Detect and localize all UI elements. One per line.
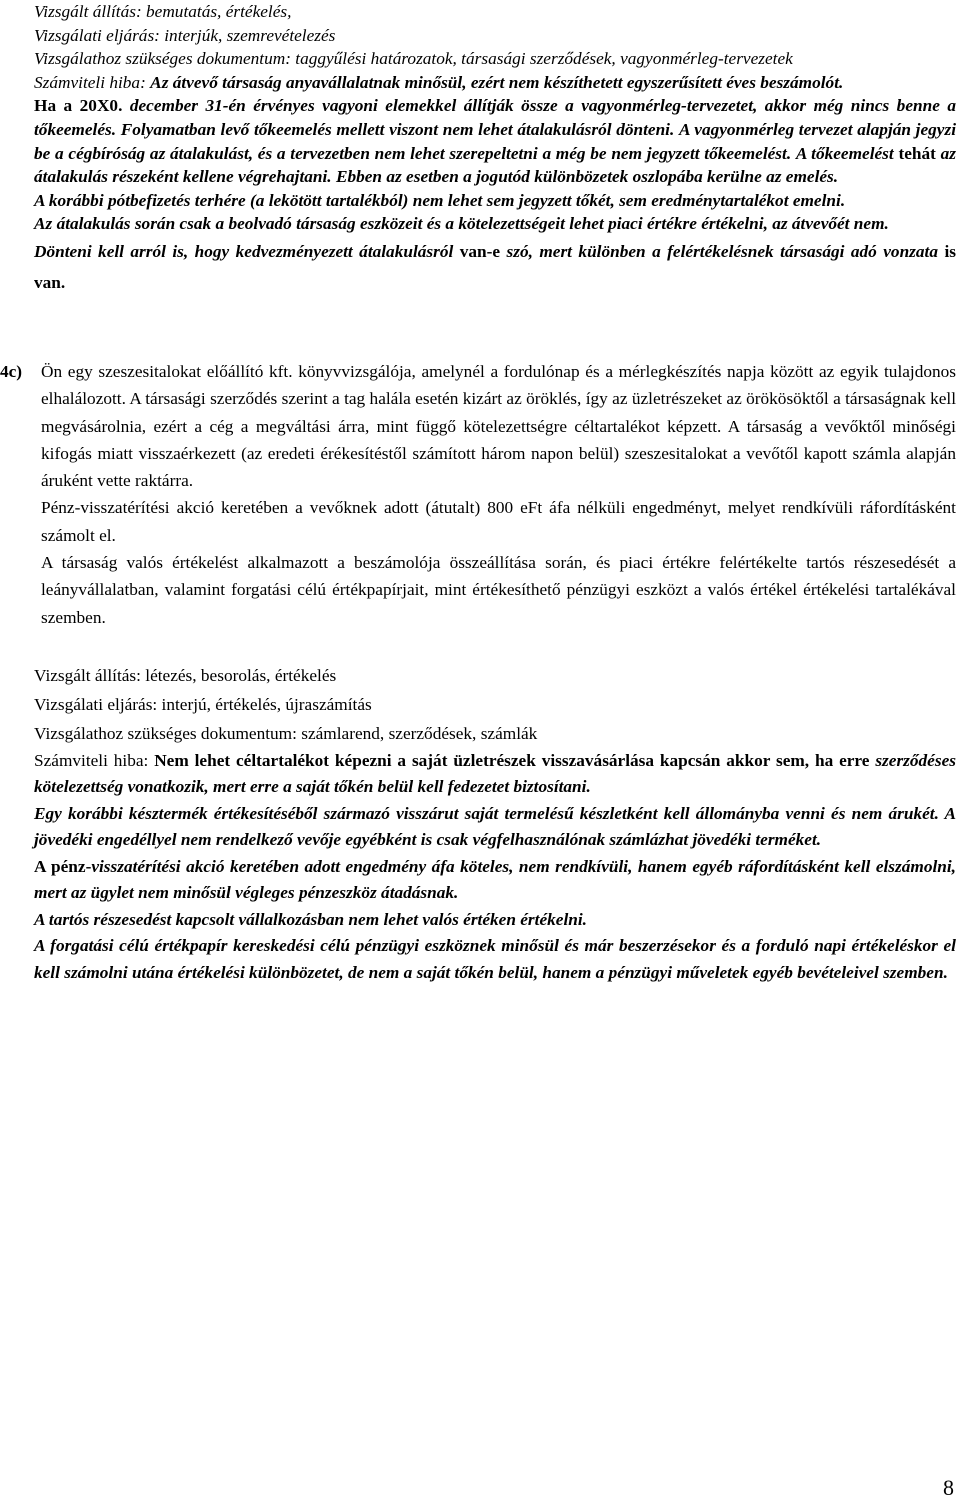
text-run: Ha a 20X0. — [34, 96, 123, 116]
error-paragraph: A forgatási célú értékpapír kereskedési célú pénzügyi eszköznek minősül és már beszerzésekor és a forduló napi értékeléskor el kell számolni utána értékelési különbözetet, de nem a saját tőkén belül, hanem a pénzügyi műveletek egyéb bevételeivel szemben. — [34, 936, 956, 982]
text-run: visszatérítési akció keretében adott engedmény áfa köteles, nem rendkívüli, hanem egyéb ráfordításként kell elszámolni, mert az ügylet nem minősül végleges pénzeszköz átadásnak. — [34, 856, 956, 903]
text-run: A tőkeemelést — [795, 143, 894, 163]
task-paragraph: Ön egy szeszesitalokat előállító kft. könyvvizsgálója, amelynél a fordulónap és a mérlegkészítés napja között az egyik tulajdonos elhalálozott. A társasági szerződés szerint a tag halála esetén kizárt az öröklés, így az üzletrészeket az örökösöktől a társaságnak kell megvásárolnia, ezért a cég a megváltási árra, mint függő kötelezettségre céltartalékot képzett. A társaság a vevőktől minőségi kifogás miatt visszaérkezett (az eredeti érékesítéstől számított három napon belül) szeszesitalokat a vevőtől kapott számla alapján áruként vette raktárra. — [41, 361, 956, 491]
paragraph-supplementary-payment: A korábbi pótbefizetés terhére (a lekötött tartalékból) nem lehet sem jegyzett tőkét, sem eredménytartalékot emelni. — [34, 190, 846, 210]
task-paragraph: A társaság valós értékelést alkalmazott a beszámolója összeállítása során, és piaci értékre felértékelte tartós részesedését a leányvállalatban, valamint forgatási célú értékpapírjait, mint értékesíthető pénzügyi eszközt a valós értékel értékelési tartalékával szemben. — [41, 553, 956, 627]
text-run: is van. — [34, 241, 956, 292]
page-number: 8 — [943, 1475, 954, 1500]
accounting-error — [34, 748, 956, 801]
error-label: Számviteli hiba: — [34, 72, 146, 92]
text-run: A vagyonmérleg tervezet alapján jegyzi be a cégbíróság az átalakulást, és a tervezetben nem lehet szerepeltetni a még be nem jegyzett tőkeemelést. — [34, 119, 956, 163]
task-label: 4c) — [0, 361, 23, 381]
text-run: Ebben az esetben a jogutód különbözetek oszlopába kerülne az emelés. — [335, 167, 839, 187]
text-run: szó, mert különben a felértékelésnek társasági adó vonzata — [506, 241, 938, 261]
text-run: Dönteni kell arról is, hogy kedvezményezett átalakulásról — [34, 241, 454, 261]
task-body — [41, 358, 956, 631]
claim-line: Vizsgált állítás: bemutatás, értékelés, — [34, 2, 292, 21]
claim-line: Vizsgált állítás: létezés, besorolás, értékelés — [34, 665, 337, 685]
accounting-error — [34, 71, 956, 95]
task-paragraph: Pénz-visszatérítési akció keretében a vevőknek adott (átutalt) 800 eFt áfa nélküli engedményt, melyet rendkívüli ráfordításként számolt el. — [41, 498, 956, 545]
documents-line: Vizsgálathoz szükséges dokumentum: taggyűlési határozatok, társasági szerződések, vagyonmérleg-tervezetek — [34, 49, 793, 69]
text-run: december 31-én érvényes vagyoni elemekkel állítják össze a vagyonmérleg-tervezetet, akkor még nincs benne a tőkeemelés. — [34, 96, 956, 139]
error-text: Az átvevő társaság anyavállalatnak minősül, ezért nem készíthetett egyszerűsített éves beszámolót. — [150, 72, 844, 92]
text-run: tehát — [898, 143, 936, 163]
text-run: A pénz- — [34, 856, 92, 876]
paragraph-capital-increase — [34, 94, 956, 188]
procedure-line: Vizsgálati eljárás: interjúk, szemrevételezés — [34, 25, 336, 45]
text-run: Egy korábbi késztermék értékesítéséből származó visszárut saját termelésű készletként kell állományba venni és nem árukét. — [34, 803, 939, 823]
error-paragraph: A tartós részesedést kapcsolt vállalkozásban nem lehet valós értéken értékelni. — [34, 909, 587, 929]
text-run: szerződéses kötelezettség vonatkozik, mert erre a saját tőkén belül kell fedezetet biztosítani. — [34, 750, 956, 797]
solution-section — [34, 661, 956, 987]
text-run: Folyamatban levő tőkeemelés mellett viszont nem lehet átalakulásról dönteni. — [120, 119, 675, 139]
procedure-line: Vizsgálati eljárás: interjú, értékelés, újraszámítás — [34, 694, 372, 714]
text-run: A jövedéki engedéllyel nem rendelkező vevője egyébként is csak végfelhasználónak számlázhat jövedéki terméket. — [34, 803, 956, 850]
error-paragraph — [34, 801, 956, 854]
documents-line: Vizsgálathoz szükséges dokumentum: számlarend, szerződések, számlák — [34, 723, 538, 743]
paragraph-valuation: Az átalakulás során csak a beolvadó társaság eszközeit és a kötelezettségeit lehet piaci értékre értékelni, az átvevőét nem. — [34, 214, 889, 234]
text-run: van-e — [459, 241, 501, 261]
error-label: Számviteli hiba: — [34, 750, 149, 770]
text-run: az átalakulás részeként kellene végrehajtani. — [34, 143, 956, 187]
text-run: Nem lehet céltartalékot képezni a saját üzletrészek visszavásárlása kapcsán akkor sem, ha erre — [154, 750, 870, 770]
error-paragraph — [34, 854, 956, 907]
task-4c — [0, 358, 956, 631]
paragraph-decision — [34, 236, 956, 298]
